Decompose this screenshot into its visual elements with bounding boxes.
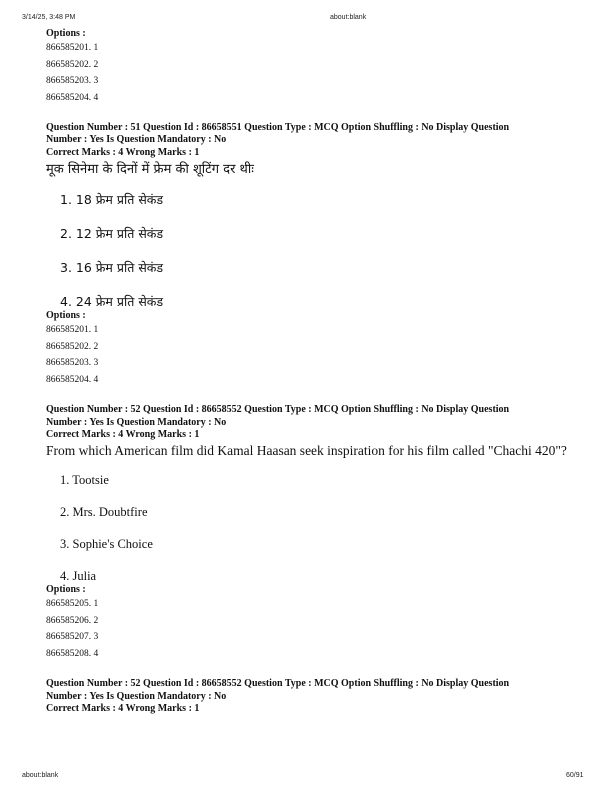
options-label: Options :: [46, 584, 86, 596]
option-id: 866585201. 1: [46, 325, 99, 336]
question-52-repeat: [46, 678, 591, 715]
question-meta: Question Number : 52 Question Id : 86658552 Question Type : MCQ Option Shuffling : No Display Question: [46, 678, 510, 690]
option-id: 866585203. 3: [46, 76, 99, 86]
print-title: about:blank: [330, 14, 367, 21]
question-text: मूक सिनेमा के दिनों में फ्रेम की शूटिंग दर थीः: [46, 162, 254, 178]
answer-choice: 3. 16 फ्रेम प्रति सेकंड: [60, 260, 164, 276]
answer-choice: 2. 12 फ्रेम प्रति सेकंड: [60, 226, 164, 242]
option-id: 866585207. 3: [46, 632, 99, 643]
question-marks: Correct Marks : 4 Wrong Marks : 1: [46, 429, 200, 441]
option-id: 866585203. 3: [46, 358, 99, 369]
option-id: 866585208. 4: [46, 648, 99, 659]
question-text: From which American film did Kamal Haasan seek inspiration for his film called "Chachi 420"?: [46, 443, 567, 459]
page-number: 60/91: [566, 772, 584, 779]
question-51: [46, 122, 591, 388]
option-id: 866585204. 4: [46, 92, 99, 103]
question-marks: Correct Marks : 4 Wrong Marks : 1: [46, 703, 200, 715]
option-id: 866585206. 2: [46, 615, 99, 626]
question-meta: Number : Yes Is Question Mandatory : No: [46, 134, 227, 146]
footer-url: about:blank: [22, 772, 59, 779]
answer-choice: 4. Julia: [60, 569, 97, 584]
option-id: 866585202. 2: [46, 59, 99, 70]
question-meta: Number : Yes Is Question Mandatory : No: [46, 416, 227, 428]
options-label: Options :: [46, 28, 86, 39]
option-id: 866585205. 1: [46, 599, 99, 610]
question-meta: Number : Yes Is Question Mandatory : No: [46, 690, 227, 702]
option-id: 866585201. 1: [46, 43, 99, 53]
answer-choice: 2. Mrs. Doubtfire: [60, 505, 148, 520]
option-id: 866585204. 4: [46, 374, 99, 385]
print-datetime: 3/14/25, 3:48 PM: [22, 14, 76, 21]
document-body: [46, 28, 591, 716]
question-marks: Correct Marks : 4 Wrong Marks : 1: [46, 146, 200, 158]
options-block-prev: [46, 28, 591, 106]
question-meta: Question Number : 52 Question Id : 86658552 Question Type : MCQ Option Shuffling : No Display Question: [46, 404, 510, 416]
options-label: Options :: [46, 310, 86, 322]
answer-choice: 4. 24 फ्रेम प्रति सेकंड: [60, 294, 164, 310]
answer-choice: 1. Tootsie: [60, 473, 109, 488]
question-52: [46, 404, 591, 662]
answer-choice: 3. Sophie's Choice: [60, 537, 153, 552]
option-id: 866585202. 2: [46, 341, 99, 352]
question-meta: Question Number : 51 Question Id : 86658551 Question Type : MCQ Option Shuffling : No Display Question: [46, 122, 510, 133]
answer-choice: 1. 18 फ्रेम प्रति सेकंड: [60, 192, 164, 208]
